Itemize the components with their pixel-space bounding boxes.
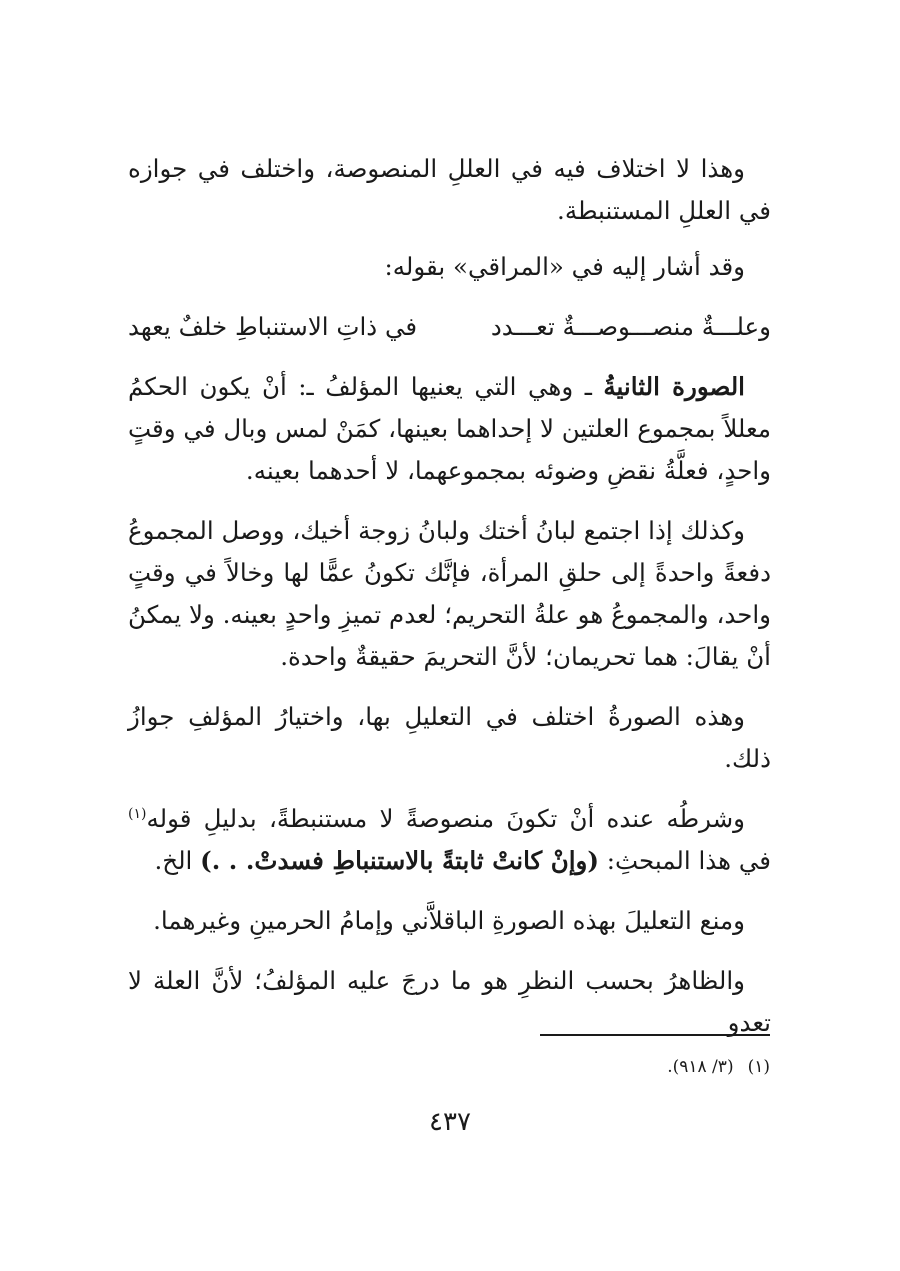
poem-hemistich-second: في ذاتِ الاستنباطِ خلفٌ يعهد [128,312,418,341]
poem-hemistich-first: وعلـــةٌ منصـــوصـــةٌ تعـــدد [490,312,771,341]
paragraph-3-body: ـ وهي التي يعنيها المؤلفُ ـ: أنْ يكون الحكمُ معللاً بمجموع العلتين لا إحداهما بعينها، كمَنْ لمس وبال في وقتٍ واحدٍ، فعلَّةُ نقضِ وضوئه بمجموعهما، لا أحدهما بعينه. [128,372,771,485]
footnote-reference[interactable]: (١) [128,805,147,822]
paragraph-7: ومنع التعليلَ بهذه الصورةِ الباقلاَّني وإمامُ الحرمينِ وغيرهما. [153,906,745,935]
paragraph-5: وهذه الصورةُ اختلف في التعليلِ بها، واختيارُ المؤلفِ جوازُ ذلك. [128,702,771,773]
quoted-text: (وإنْ كانتْ ثابتةً بالاستنباطِ فسدتْ. . .) [200,846,599,875]
paragraph-8: والظاهرُ بحسب النظرِ هو ما درجَ عليه المؤلفُ؛ لأنَّ العلة لا تعدو [128,966,771,1037]
paragraph-6-middle: في هذا المبحثِ: [598,846,771,875]
poem-verse [128,306,771,348]
paragraph-6-end: الخ. [154,846,201,875]
paragraph-3 [128,366,771,492]
footnote [540,1052,770,1082]
paragraph-6-start: وشرطُه عنده أنْ تكونَ منصوصةً لا مستنبطةً، بدليلِ قوله [146,804,745,833]
paragraph-4: وكذلك إذا اجتمع لبانُ أختك ولبانُ زوجة أخيك، ووصل المجموعُ دفعةً واحدةً إلى حلقِ المرأة، فإنَّك تكونُ عمًّا لها وخالاً في وقتٍ واحد، والمجموعُ هو علةُ التحريم؛ لعدم تميزِ واحدٍ بعينه. ولا يمكنُ أنْ يقالَ: هما تحريمان؛ لأنَّ التحريمَ حقيقةٌ واحدة. [128,516,771,671]
main-text [128,148,771,1062]
paragraph-6 [128,798,771,882]
footnote-number: (١) [747,1057,770,1077]
footnote-text: (٣/ ٩١٨). [667,1057,734,1077]
page-number: ٤٣٧ [429,1107,471,1137]
section-heading-second-form: الصورة الثانيةُ [603,372,745,401]
paragraph-1: وهذا لا اختلاف فيه في العللِ المنصوصة، واختلف في جوازه في العللِ المستنبطة. [128,154,771,225]
footnote-divider [540,1034,770,1036]
paragraph-2: وقد أشار إليه في «المراقي» بقوله: [384,252,745,281]
